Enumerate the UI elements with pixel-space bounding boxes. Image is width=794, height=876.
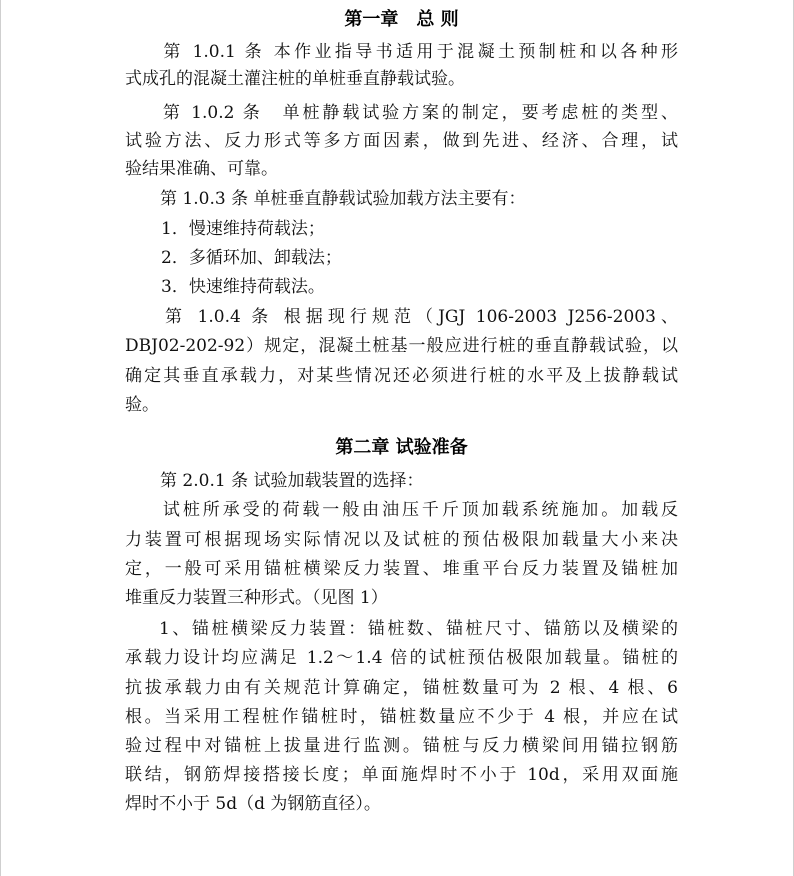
article-1-0-2-line-1: 第 1.0.2 条 单桩静载试验方案的制定，要考虑桩的类型、 — [143, 103, 678, 123]
anchor-pile-line-2: 承载力设计均应满足 1.2～1.4 倍的试桩预估极限加载量。锚桩的 — [125, 648, 678, 668]
method-item-3: 3．快速维持荷载法。 — [161, 277, 325, 297]
article-2-0-1-line-1: 第 2.0.1 条 试验加载装置的选择： — [143, 471, 424, 491]
method-item-2: 2．多循环加、卸载法； — [161, 248, 342, 268]
article-1-0-1-line-2: 式成孔的混凝土灌注桩的单桩垂直静载试验。 — [125, 69, 465, 89]
method-item-1: 1．慢速维持荷载法； — [161, 219, 325, 239]
article-1-0-1-line-1: 第 1.0.1 条 本作业指导书适用于混凝土预制桩和以各种形 — [143, 42, 678, 62]
article-1-0-4-line-3: 确定其垂直承载力，对某些情况还必须进行桩的水平及上拔静载试 — [125, 366, 678, 386]
loading-intro-line-2: 力装置可根据现场实际情况以及试桩的预估极限加载量大小来决 — [125, 530, 678, 550]
article-1-0-3-line-1: 第 1.0.3 条 单桩垂直静载试验加载方法主要有： — [143, 189, 526, 209]
anchor-pile-line-3: 抗拔承载力由有关规范计算确定，锚桩数量可为 2 根、4 根、6 — [125, 678, 678, 698]
loading-intro-line-3: 定，一般可采用锚桩横梁反力装置、堆重平台反力装置及锚桩加 — [125, 559, 678, 579]
anchor-pile-line-7: 焊时不小于 5d（d 为钢筋直径）。 — [125, 794, 381, 814]
article-1-0-2-line-3: 验结果准确、可靠。 — [125, 159, 278, 179]
article-1-0-4-line-2: DBJ02-202-92）规定，混凝土桩基一般应进行桩的垂直静载试验，以 — [125, 336, 678, 356]
loading-intro-line-1: 试桩所承受的荷载一般由油压千斤顶加载系统施加。加载反 — [143, 500, 678, 520]
chapter-1-title: 第一章 总 则 — [344, 9, 459, 30]
anchor-pile-line-4: 根。当采用工程桩作锚桩时，锚桩数量应不少于 4 根，并应在试 — [125, 707, 678, 727]
article-1-0-4-line-1: 第 1.0.4 条 根据现行规范（JGJ 106-2003 J256-2003、 — [143, 307, 678, 327]
loading-intro-line-4: 堆重反力装置三种形式。（见图 1） — [125, 588, 388, 608]
article-1-0-4-line-4: 验。 — [125, 395, 159, 415]
article-1-0-2-line-2: 试验方法、反力形式等多方面因素，做到先进、经济、合理，试 — [125, 131, 678, 151]
anchor-pile-line-6: 联结，钢筋焊接搭接长度；单面施焊时不小于 10d，采用双面施 — [125, 765, 678, 785]
anchor-pile-line-1: 1、锚桩横梁反力装置：锚桩数、锚桩尺寸、锚筋以及横梁的 — [159, 619, 678, 639]
chapter-2-title: 第二章 试验准备 — [335, 437, 468, 458]
anchor-pile-line-5: 验过程中对锚桩上拔量进行监测。锚桩与反力横梁间用锚拉钢筋 — [125, 736, 678, 756]
